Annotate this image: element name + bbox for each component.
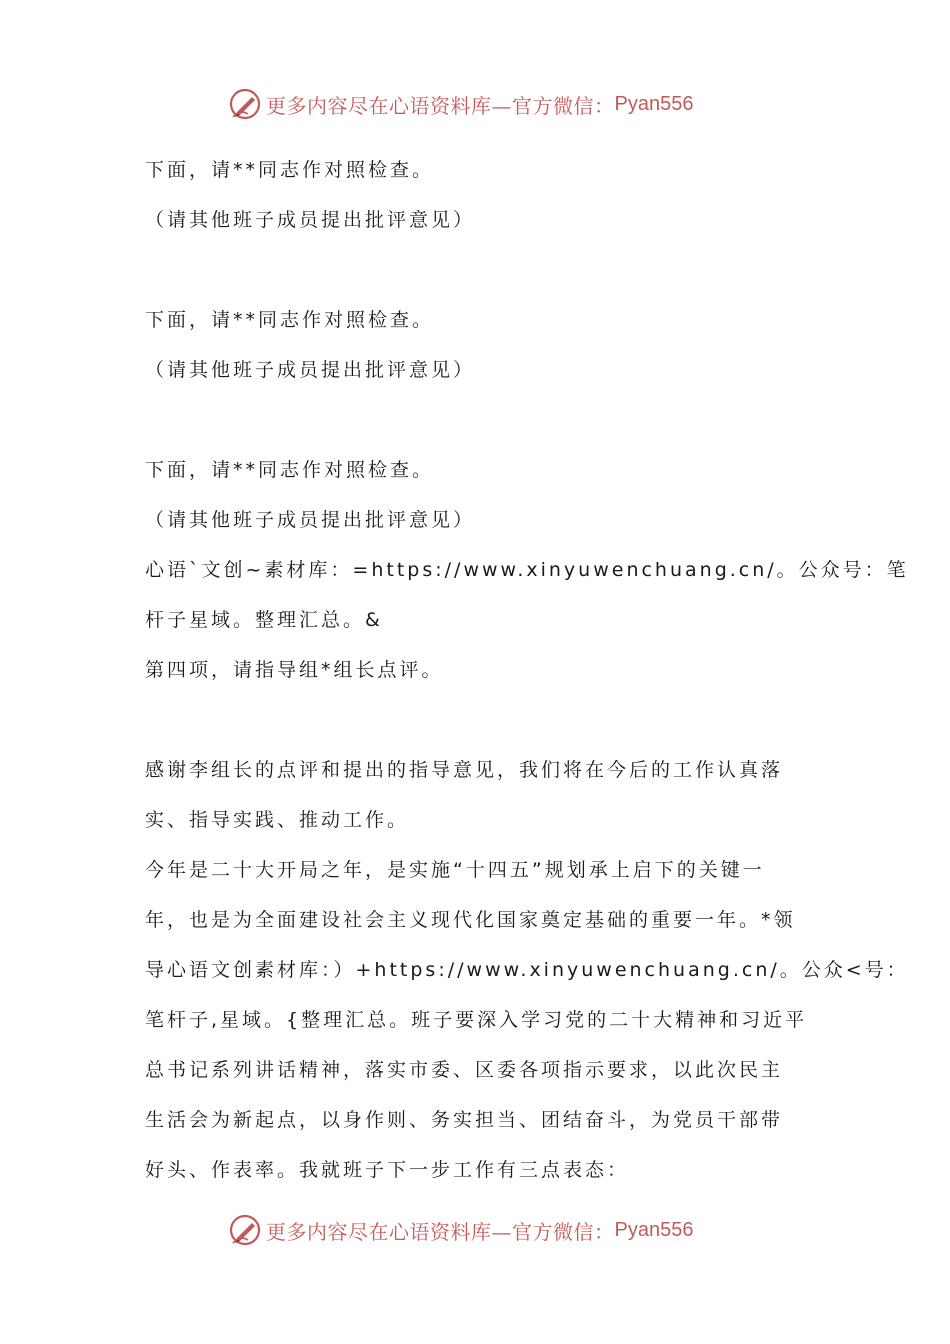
text-line: 好头、作表率。我就班子下一步工作有三点表态： — [145, 1159, 630, 1181]
document-body — [145, 145, 909, 1195]
text-line: 下面，请**同志作对照检查。 — [145, 459, 435, 481]
text-line: 总书记系列讲话精神，落实市委、区委各项指示要求，以此次民主 — [145, 1059, 784, 1081]
banner-text: 更多内容尽在心语资料库—官方微信： — [266, 1219, 615, 1244]
text-line: 杆子星域。整理汇总。& — [145, 609, 383, 631]
text-line: 生活会为新起点，以身作则、务实担当、团结奋斗，为党员干部带 — [145, 1109, 784, 1131]
text-line: （请其他班子成员提出批评意见） — [145, 209, 476, 231]
text-line: 笔杆子,星域。{整理汇总。班子要深入学习党的二十大精神和习近平 — [145, 1009, 808, 1031]
text-line: （请其他班子成员提出批评意见） — [145, 509, 476, 531]
blank-line — [145, 695, 810, 745]
blank-line — [145, 395, 810, 445]
text-line: 导心语文创素材库：）+https://www.xinyuwenchuang.cn/。公众<号： — [145, 959, 909, 981]
banner-wechat-id: Pyan556 — [614, 1218, 694, 1241]
text-line: 下面，请**同志作对照检查。 — [145, 159, 435, 181]
blank-line — [145, 245, 810, 295]
text-line: 实、指导实践、推动工作。 — [145, 809, 410, 831]
banner-text: 更多内容尽在心语资料库—官方微信： — [266, 93, 615, 118]
text-line: 心语`文创~素材库：=https://www.xinyuwenchuang.cn/。公众号：笔 — [145, 559, 909, 581]
header-banner — [228, 84, 693, 124]
pen-logo-icon — [228, 1213, 262, 1247]
text-line: 第四项，请指导组*组长点评。 — [145, 659, 444, 681]
banner-wechat-id: Pyan556 — [614, 92, 694, 115]
text-line: （请其他班子成员提出批评意见） — [145, 359, 476, 381]
text-line: 感谢李组长的点评和提出的指导意见，我们将在今后的工作认真落 — [145, 759, 784, 781]
pen-logo-icon — [228, 87, 262, 121]
text-line: 年，也是为全面建设社会主义现代化国家奠定基础的重要一年。*领 — [145, 909, 796, 931]
text-line: 下面，请**同志作对照检查。 — [145, 309, 435, 331]
text-line: 今年是二十大开局之年，是实施“十四五”规划承上启下的关键一 — [145, 859, 765, 881]
footer-banner — [228, 1210, 693, 1250]
